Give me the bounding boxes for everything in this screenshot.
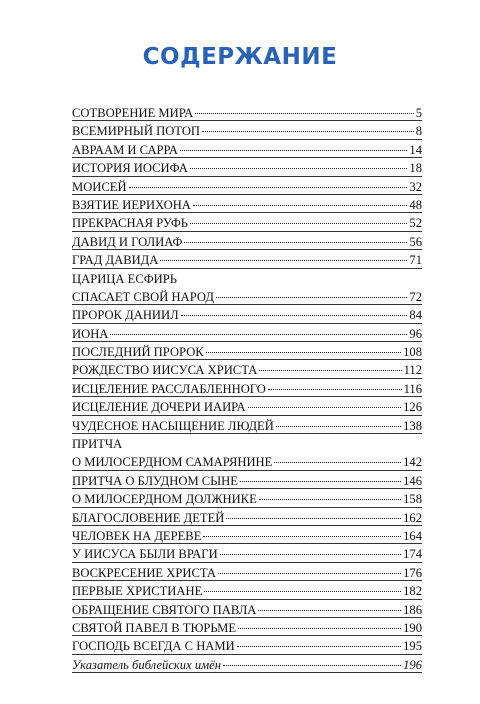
entry-rule [72, 268, 422, 269]
toc-page-number: 72 [409, 289, 422, 304]
entry-rule [72, 396, 422, 397]
toc-entry-title: СПАСАЕТ СВОЙ НАРОД [72, 289, 214, 304]
toc-entry[interactable] [72, 472, 422, 490]
entry-rule [72, 194, 422, 195]
toc-page-number: 158 [403, 492, 422, 507]
dot-leader [181, 315, 408, 316]
entry-rule [72, 139, 422, 140]
toc-entry[interactable] [72, 122, 422, 140]
dot-leader [129, 187, 408, 188]
toc-entry-title: О МИЛОСЕРДНОМ САМАРЯНИНЕ [72, 455, 273, 470]
dot-leader [218, 573, 401, 574]
toc-entry-title: ГРАД ДАВИДА [72, 253, 159, 268]
toc-entry[interactable] [72, 233, 422, 251]
dot-leader [238, 628, 401, 629]
toc-entry-title: ПРИТЧА О БЛУДНОМ СЫНЕ [72, 473, 238, 488]
toc-entry-title: РОЖДЕСТВО ИИСУСА ХРИСТА [72, 363, 258, 378]
dot-leader [193, 205, 408, 206]
entry-rule [72, 212, 422, 213]
toc-entry-title: ВЗЯТИЕ ИЕРИХОНА [72, 197, 191, 212]
toc-page-number: 142 [403, 455, 422, 470]
entry-rule [72, 470, 422, 471]
toc-entry-title: ИСЦЕЛЕНИЕ ДОЧЕРИ ИАИРА [72, 400, 246, 415]
toc-entry-title: ИСТОРИЯ ИОСИФА [72, 161, 188, 176]
toc-page-number: 182 [403, 584, 422, 599]
entry-rule [72, 176, 422, 177]
toc-entry[interactable] [72, 270, 422, 307]
toc-page-number: 195 [403, 639, 422, 654]
dot-leader [204, 591, 401, 592]
toc-page-number: 116 [403, 381, 422, 396]
toc-entry[interactable] [72, 601, 422, 619]
toc-line [72, 435, 422, 453]
dot-leader [259, 370, 401, 371]
toc-page-number: 8 [415, 124, 422, 139]
toc-entry[interactable] [72, 619, 422, 637]
entry-rule [72, 359, 422, 360]
toc-entry[interactable] [72, 361, 422, 379]
toc-entry-title: ПРИТЧА [72, 437, 123, 452]
toc-entry-title: ВСЕМИРНЫЙ ПОТОП [72, 124, 201, 139]
toc-entry[interactable] [72, 637, 422, 655]
toc-page-number: 186 [403, 602, 422, 617]
toc-entry-title: ДАВИД И ГОЛИАФ [72, 234, 183, 249]
dot-leader [248, 407, 401, 408]
toc-entry-title: ПОСЛЕДНИЙ ПРОРОК [72, 345, 204, 360]
dot-leader [240, 481, 401, 482]
dot-leader [206, 352, 401, 353]
entry-rule [72, 378, 422, 379]
toc-page-number: 52 [409, 216, 422, 231]
toc-entry-title: ПЕРВЫЕ ХРИСТИАНЕ [72, 584, 203, 599]
entry-rule [72, 654, 422, 655]
toc-entry-title: ЧУДЕСНОЕ НАСЫЩЕНИЕ ЛЮДЕЙ [72, 418, 274, 433]
toc-entry-title: ПРОРОК ДАНИИЛ [72, 308, 179, 323]
entry-rule [72, 580, 422, 581]
toc-entry[interactable] [72, 509, 422, 527]
toc-page-number: 18 [409, 161, 422, 176]
entry-rule [72, 304, 422, 305]
toc-entry-title: ИСЦЕЛЕНИЕ РАССЛАБЛЕННОГО [72, 381, 266, 396]
toc-entry-title: ПРЕКРАСНАЯ РУФЬ [72, 216, 189, 231]
toc-entry[interactable] [72, 545, 422, 563]
toc-entry-title: У ИИСУСА БЫЛИ ВРАГИ [72, 547, 218, 562]
toc-entry[interactable] [72, 343, 422, 361]
toc-entry[interactable] [72, 251, 422, 269]
toc-entry-title: ЦАРИЦА ЕСФИРЬ [72, 271, 177, 286]
toc-entry-title: СОТВОРЕНИЕ МИРА [72, 106, 194, 120]
toc-entry-title: СВЯТОЙ ПАВЕЛ В ТЮРЬМЕ [72, 620, 237, 635]
toc-page-number: 190 [403, 620, 422, 635]
toc-page-number: 112 [403, 363, 422, 378]
toc-page-number: 96 [409, 326, 422, 341]
dot-leader [190, 168, 408, 169]
dot-leader [220, 554, 401, 555]
entry-rule [72, 488, 422, 489]
toc-entry[interactable] [72, 159, 422, 177]
toc-entry[interactable] [72, 306, 422, 324]
entry-rule [72, 617, 422, 618]
toc-page-number: 196 [403, 657, 422, 672]
toc-entry[interactable] [72, 490, 422, 508]
dot-leader [190, 223, 407, 224]
toc-page-number: 146 [403, 473, 422, 488]
dot-leader [160, 260, 407, 261]
toc-page-number: 5 [415, 106, 422, 120]
dot-leader [184, 242, 407, 243]
toc-page-number: 126 [403, 400, 422, 415]
toc-entry[interactable] [72, 527, 422, 545]
entry-rule [72, 599, 422, 600]
toc-entry[interactable] [72, 196, 422, 214]
toc-entry[interactable] [72, 435, 422, 472]
toc-entry[interactable] [72, 104, 422, 122]
toc-page-number: 176 [403, 565, 422, 580]
entry-rule [72, 157, 422, 158]
toc-line [72, 270, 422, 288]
toc-entry[interactable] [72, 564, 422, 582]
dot-leader [110, 334, 407, 335]
entry-rule [72, 507, 422, 508]
dot-leader [268, 389, 402, 390]
toc-page-number: 138 [403, 418, 422, 433]
toc-entry[interactable] [72, 214, 422, 232]
toc-entry-title: Указатель библейских имён [72, 657, 222, 672]
toc-page-number: 164 [403, 528, 422, 543]
toc-page-number: 84 [409, 308, 422, 323]
dot-leader [276, 426, 401, 427]
dot-leader [180, 150, 407, 151]
entry-rule [72, 672, 422, 673]
entry-rule [72, 120, 422, 121]
toc-entry[interactable] [72, 582, 422, 600]
toc-entry-title: АВРААМ И САРРА [72, 142, 179, 157]
dot-leader [216, 297, 407, 298]
entry-rule [72, 415, 422, 416]
toc-entry[interactable] [72, 398, 422, 416]
dot-leader [237, 646, 401, 647]
toc-entry-title: ВОСКРЕСЕНИЕ ХРИСТА [72, 565, 217, 580]
entry-rule [72, 635, 422, 636]
entry-rule [72, 231, 422, 232]
toc-page-number: 108 [403, 345, 422, 360]
dot-leader [202, 131, 414, 132]
toc-entry-title: О МИЛОСЕРДНОМ ДОЛЖНИКЕ [72, 492, 257, 507]
toc-entry[interactable] [72, 656, 422, 674]
toc-page-number: 71 [409, 253, 422, 268]
entry-rule [72, 323, 422, 324]
toc-page-number: 48 [409, 197, 422, 212]
entry-rule [72, 525, 422, 526]
toc-page-number: 14 [409, 142, 422, 157]
table-of-contents [72, 104, 422, 674]
entry-rule [72, 433, 422, 434]
toc-entry[interactable] [72, 417, 422, 435]
toc-entry[interactable] [72, 141, 422, 159]
toc-entry-title: БЛАГОСЛОВЕНИЕ ДЕТЕЙ [72, 510, 225, 525]
toc-entry[interactable] [72, 325, 422, 343]
page-title: СОДЕРЖАНИЕ [142, 44, 338, 70]
toc-entry-title: ОБРАЩЕНИЕ СВЯТОГО ПАВЛА [72, 602, 257, 617]
toc-entry[interactable] [72, 380, 422, 398]
toc-entry-title: ЧЕЛОВЕК НА ДЕРЕВЕ [72, 528, 202, 543]
dot-leader [223, 665, 401, 666]
toc-entry-title: МОИСЕЙ [72, 179, 127, 194]
dot-leader [226, 518, 401, 519]
toc-entry[interactable] [72, 178, 422, 196]
dot-leader [259, 499, 401, 500]
toc-page-number: 174 [403, 547, 422, 562]
dot-leader [203, 536, 401, 537]
entry-rule [72, 341, 422, 342]
toc-entry-title: ГОСПОДЬ ВСЕГДА С НАМИ [72, 639, 235, 654]
toc-entry-title: ИОНА [72, 326, 109, 341]
dot-leader [258, 610, 401, 611]
entry-rule [72, 543, 422, 544]
dot-leader [274, 462, 401, 463]
entry-rule [72, 249, 422, 250]
toc-page-number: 56 [409, 234, 422, 249]
toc-page-number: 32 [409, 179, 422, 194]
toc-page-number: 162 [403, 510, 422, 525]
dot-leader [195, 113, 414, 114]
entry-rule [72, 562, 422, 563]
